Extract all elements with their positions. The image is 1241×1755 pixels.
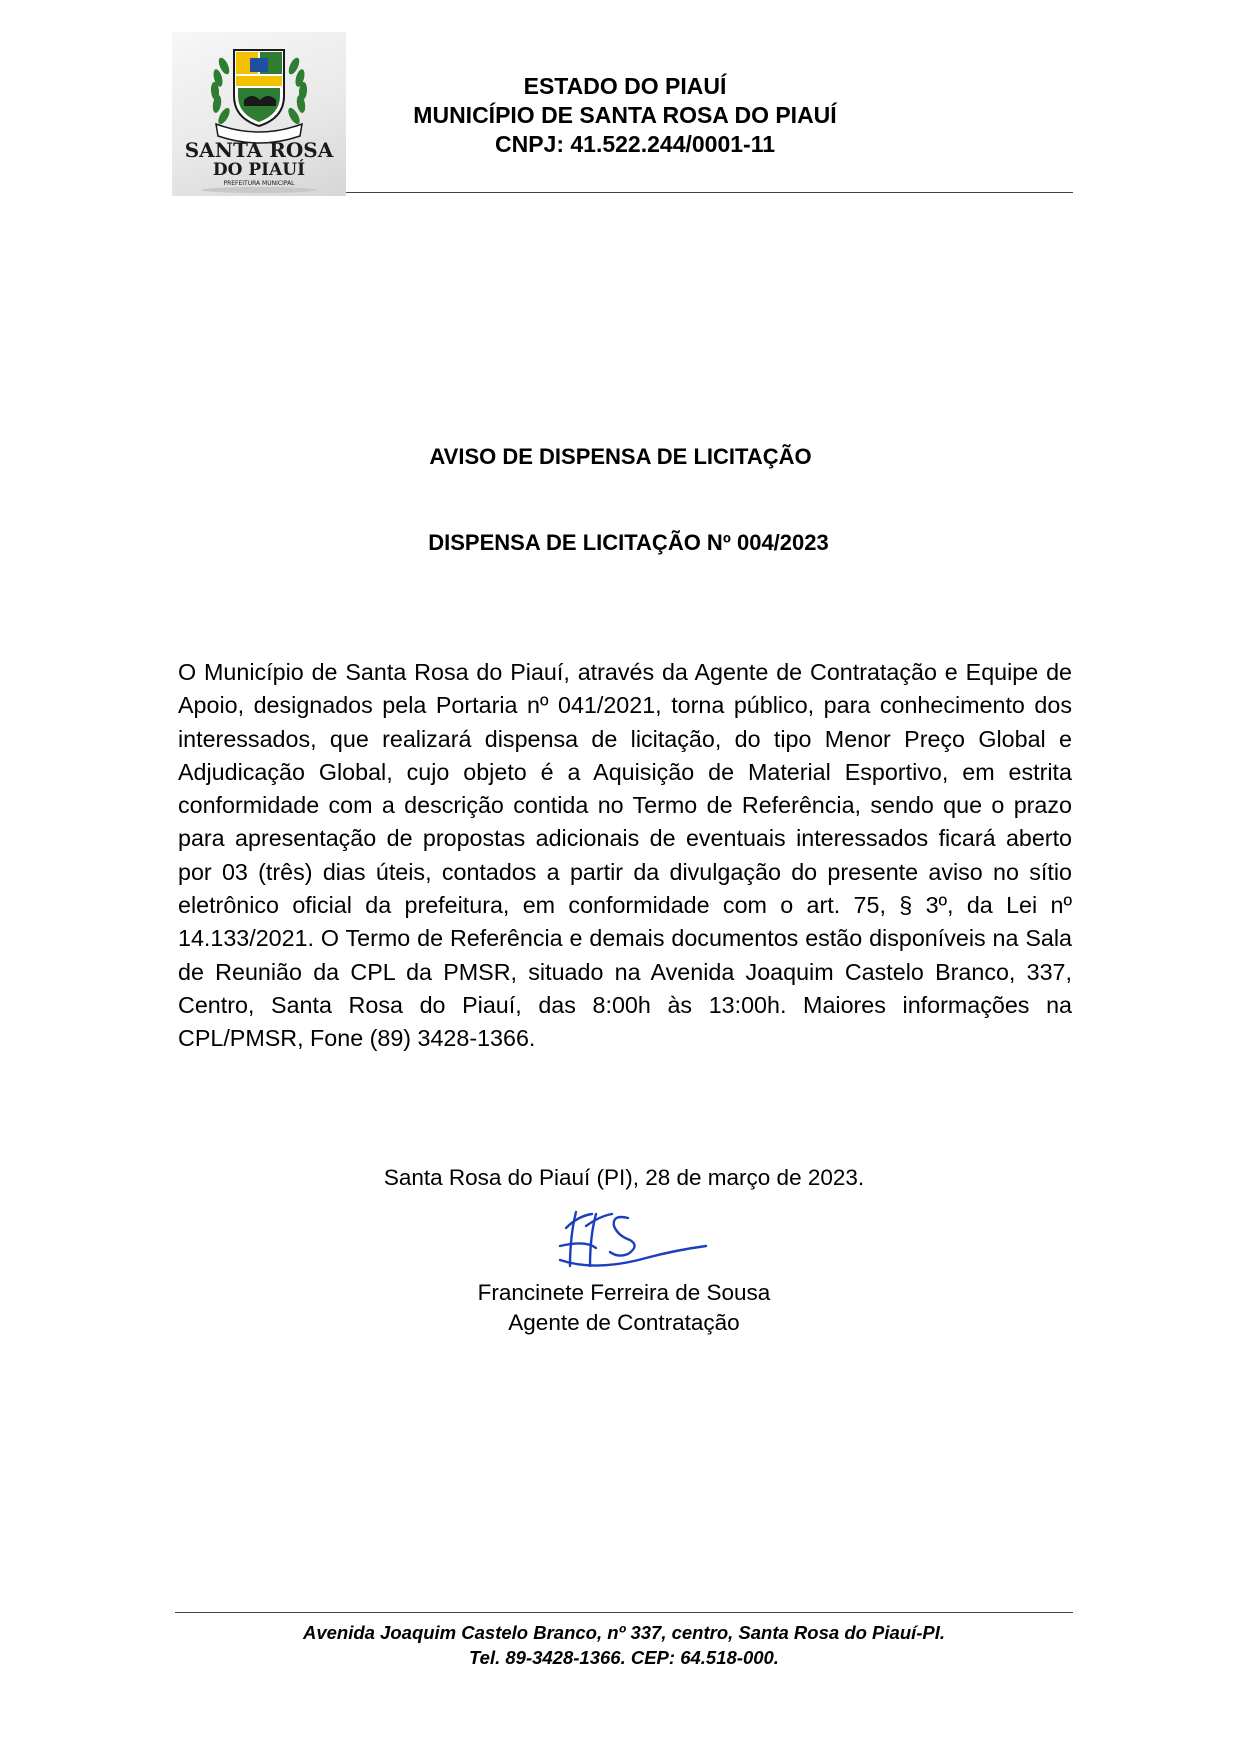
notice-body-paragraph: O Município de Santa Rosa do Piauí, através da Agente de Contratação e Equipe de Apoio, designados pela Portaria nº 041/2021, torna público, para conhecimento dos interessados, que realizará dispensa de licitação, do tipo Menor Preço Global e Adjudicação Global, cujo objeto é a Aquisição de Material Esportivo, em estrita conformidade com a descrição contida no Termo de Referência, sendo que o prazo para apresentação de propostas adicionais de eventuais interessados ficará aberto por 03 (três) dias úteis, contados a partir da divulgação do presente aviso no sítio eletrônico oficial da prefeitura, em conformidade com o art. 75, § 3º, da Lei nº 14.133/2021. O Termo de Referência e demais documentos estão disponíveis na Sala de Reunião da CPL da PMSR, situado na Avenida Joaquim Castelo Branco, 337, Centro, Santa Rosa do Piauí, das 8:00h às 13:00h. Maiores informações na CPL/PMSR, Fone (89) 3428-1366. [178, 659, 1072, 1052]
header-divider [346, 192, 1073, 193]
municipality-name: MUNICÍPIO DE SANTA ROSA DO PIAUÍ [413, 102, 837, 128]
state-name: ESTADO DO PIAUÍ [523, 73, 727, 99]
footer-divider [175, 1612, 1073, 1613]
letterhead-text [340, 72, 910, 159]
municipal-coat-of-arms-logo [172, 32, 346, 196]
logo-text-santa-rosa: SANTA ROSA [184, 138, 334, 162]
footer-address: Avenida Joaquim Castelo Branco, nº 337, centro, Santa Rosa do Piauí-PI. [302, 1622, 946, 1643]
signer-role: Agente de Contratação [508, 1310, 740, 1335]
footer-address-block [0, 1620, 1241, 1670]
date-line: Santa Rosa do Piauí (PI), 28 de março de 2023. [383, 1165, 865, 1190]
document-title: AVISO DE DISPENSA DE LICITAÇÃO [429, 444, 812, 469]
logo-text-do-piaui: DO PIAUÍ [212, 160, 306, 180]
cnpj-number: CNPJ: 41.522.244/0001-11 [494, 131, 776, 157]
signer-name: Francinete Ferreira de Sousa [477, 1280, 771, 1305]
document-number: DISPENSA DE LICITAÇÃO Nº 004/2023 [428, 530, 829, 555]
footer-contact: Tel. 89-3428-1366. CEP: 64.518-000. [469, 1647, 779, 1668]
logo-text-prefeitura: PREFEITURA MUNICIPAL [223, 180, 295, 187]
handwritten-signature [556, 1206, 716, 1276]
